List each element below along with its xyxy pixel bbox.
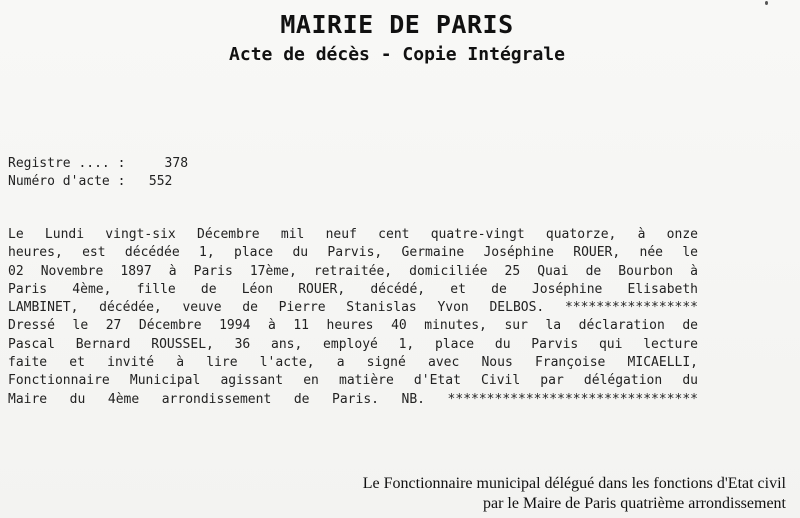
scan-speck <box>765 1 768 5</box>
act-body-line: faite et invité à lire l'acte, a signé avec Nous Françoise MICAELLI, <box>8 355 698 371</box>
acte-number-label: Numéro d'acte : <box>8 174 126 189</box>
act-body-line: Fonctionnaire Municipal agissant en matière d'Etat Civil par délégation du <box>8 373 698 389</box>
document-subtitle: Acte de décès - Copie Intégrale <box>229 44 565 65</box>
act-body-line: Paris 4ème, fille de Léon ROUER, décédé, et de Joséphine Elisabeth <box>8 281 698 297</box>
act-body-line: 02 Novembre 1897 à Paris 17ème, retraitée, domiciliée 25 Quai de Bourbon à <box>8 263 698 279</box>
act-body <box>8 226 698 409</box>
signature-line-1: Le Fonctionnaire municipal délégué dans les fonctions d'Etat civil <box>362 475 786 492</box>
act-body-line: Dressé le 27 Décembre 1994 à 11 heures 40 minutes, sur la déclaration de <box>8 318 698 334</box>
signature-line-2: par le Maire de Paris quatrième arrondissement <box>483 495 786 512</box>
acte-number-value: 552 <box>148 174 173 189</box>
signature-block <box>363 474 786 514</box>
act-body-line: Maire du 4ème arrondissement de Paris. NB. ******************************** <box>8 391 698 407</box>
registry-block <box>8 155 188 191</box>
document-title: MAIRIE DE PARIS <box>280 10 514 39</box>
act-body-line: LAMBINET, décédée, veuve de Pierre Stanislas Yvon DELBOS. ***************** <box>8 300 698 316</box>
act-body-line: heures, est décédée 1, place du Parvis, Germaine Joséphine ROUER, née le <box>8 245 698 261</box>
registre-value: 378 <box>164 156 189 171</box>
act-body-line: Pascal Bernard ROUSSEL, 36 ans, employé 1, place du Parvis qui lecture <box>8 336 698 352</box>
registre-label: Registre .... : <box>8 156 126 171</box>
act-body-line: Le Lundi vingt-six Décembre mil neuf cent quatre-vingt quatorze, à onze <box>8 227 698 242</box>
